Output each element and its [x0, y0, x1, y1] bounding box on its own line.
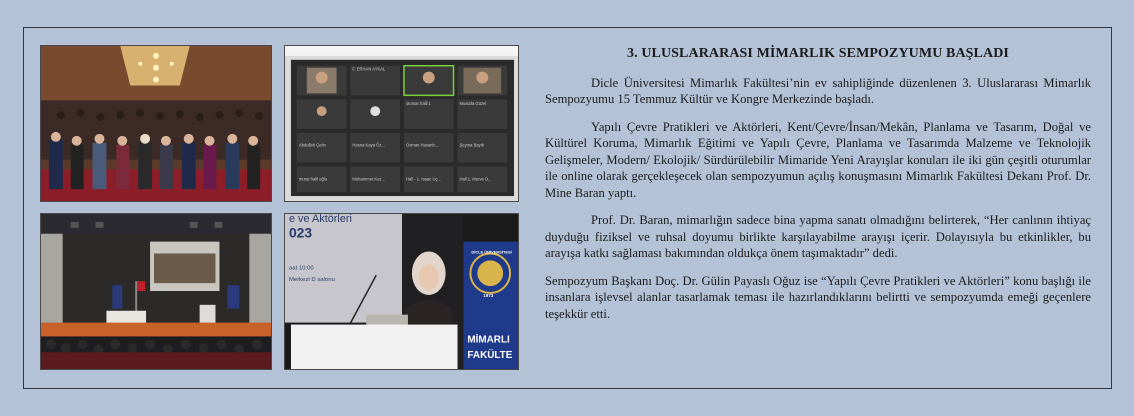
call-name-7: Şeyma Bayık [459, 142, 484, 148]
slide-line-4: Merkezi D salonu [288, 277, 335, 284]
call-name-10: Hall - 1. Isaac Uç... [405, 176, 442, 182]
photo-auditorium-audience [40, 45, 272, 202]
article-paragraph-3: Prof. Dr. Baran, mimarlığın sadece bina yapma sanatı olmadığını belirterek, “Her canlının ihtiyaç duyduğu fiziksel ve ruhsal doyumu birlikte karşılayabilme arayışı içerir. Dolayısıyla bu etkinlikler, bu arayışa katkı sağlaması bakımından oldukça önem taşımaktadır” dedi. [545, 213, 1091, 260]
call-name-9: Muhammet Koz... [352, 176, 385, 182]
news-article [545, 46, 1091, 333]
article-paragraph-1: Dicle Üniversitesi Mimarlık Fakültesi’nin ev sahipliğinde düzenlenen 3. Uluslararası Mimarlık Sempozyumu 15 Temmuz Kültür ve Kongre Merkezinde başladı. [545, 75, 1091, 106]
banner-line-2: 1973 [483, 292, 494, 298]
banner-line-4: FAKÜLTE [467, 350, 513, 362]
slide-line-3: aat 10:00 [288, 265, 314, 272]
slide-line-1: e ve Aktörleri [288, 214, 352, 225]
banner-line-3: MİMARLI [467, 334, 510, 346]
photo-online-session-screen [284, 45, 519, 202]
photo-stage-podium [40, 213, 272, 370]
call-name-4: Abdullah Çetin [298, 142, 326, 148]
article-paragraph-2: Yapılı Çevre Pratikleri ve Aktörleri, Kent/Çevre/İnsan/Mekân, Planlama ve Tasarım, Doğal ve Kültürel Koruma, Mimarlık Eğitimi ve Yapılı Çevre, Planlama ve Tasarımda Malzeme ve Teknolojik Gelişmeler, Modern/ Ekolojik/ Sürdürülebilir Mimaride Yeni Arayışlar konuları ile iki gün çeşitli oturumlar ile online olarak gerçekleşecek olan sempozyumun açılış konuşmasını Mimarlık Fakültesi Dekanı Prof. Dr. Mine Baran yaptı. [545, 119, 1091, 200]
banner-line-1: DİCLE ÜNİVERSİTESİ [471, 249, 512, 255]
call-name-11: Hall 1. Merve D... [459, 176, 492, 182]
call-name-5: Hasna Kaya Öz... [352, 142, 385, 148]
call-name-1: F. ERHAN AYKAL [352, 66, 386, 72]
call-name-8: murat halil oğlu [298, 176, 328, 182]
call-name-6: Osman Hasanb... [405, 142, 439, 148]
content-frame [23, 27, 1112, 389]
slide-line-2: 023 [288, 224, 313, 241]
call-name-3: Mustafa Güzel [459, 101, 487, 107]
photo-speaker-podium [284, 213, 519, 370]
article-paragraph-4: Sempozyum Başkanı Doç. Dr. Gülin Payaslı Oğuz ise “Yapılı Çevre Pratikleri ve Aktörleri” konu başlığı ile insanlara işlevsel alanlar tasarlamak teması ile hazırlandıklarını belirtti ve sempozyumda emeği geçenlere teşekkür etti. [545, 273, 1091, 321]
call-name-2: otomar halil 1 [405, 101, 431, 107]
article-title: 3. ULUSLARARASI MİMARLIK SEMPOZYUMU BAŞLADI [627, 46, 1009, 61]
